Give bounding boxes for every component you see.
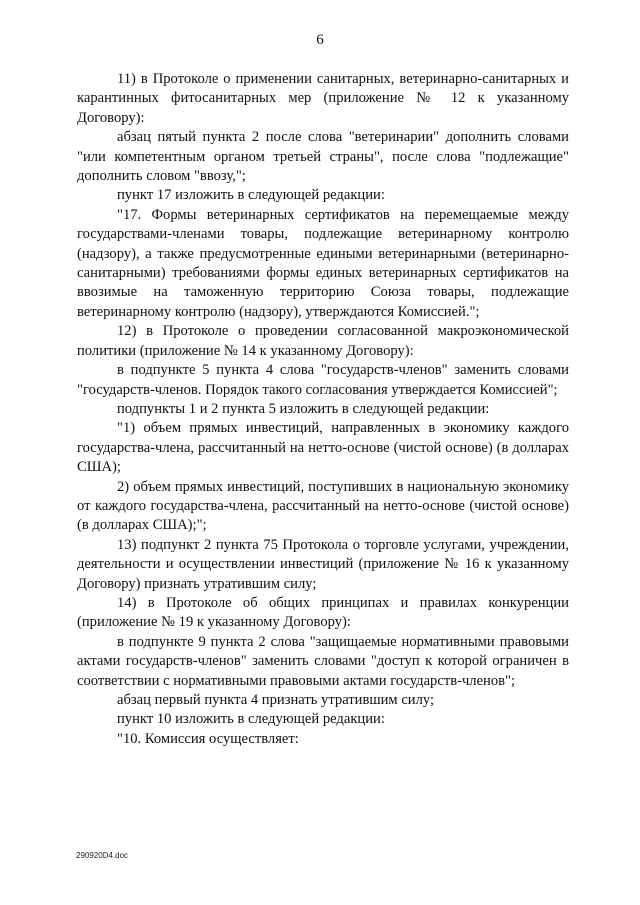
paragraph: пункт 10 изложить в следующей редакции: xyxy=(117,711,385,728)
paragraph: "1) объем прямых инвестиций, направленных в экономику каждого государства-члена, рассчитанный на нетто-основе (чистой основе) (в долларах США); xyxy=(77,420,569,476)
paragraph: 14) в Протоколе об общих принципах и правилах конкуренции (приложение № 19 к указанному Договору): xyxy=(77,594,569,631)
paragraph: пункт 17 изложить в следующей редакции: xyxy=(117,187,385,204)
footer-file-code: 290920D4.doc xyxy=(76,851,129,860)
page-number: 6 xyxy=(316,32,324,48)
paragraph: "10. Комиссия осуществляет: xyxy=(117,730,299,747)
paragraph: в подпункте 5 пункта 4 слова "государств-членов" заменить словами "государств-членов. Порядок такого согласования утверждается Комиссией"; xyxy=(77,362,569,398)
paragraph: 11) в Протоколе о применении санитарных, ветеринарно-санитарных и карантинных фитосанитарных мер (приложение № 12 к указанному Договору): xyxy=(77,71,569,126)
paragraph: абзац пятый пункта 2 после слова "ветеринарии" дополнить словами "или компетентным органом третьей страны", после слова "подлежащие" дополнить словом "ввозу,"; xyxy=(77,129,569,185)
paragraph: 12) в Протоколе о проведении согласованной макроэкономической политики (приложение № 14 к указанному Договору): xyxy=(77,323,569,359)
paragraph: в подпункте 9 пункта 2 слова "защищаемые нормативными правовыми актами государств-членов" заменить словами "доступ к которой ограничен в соответствии с нормативными правовыми актами государств-членов"; xyxy=(77,633,569,689)
paragraph: 13) подпункт 2 пункта 75 Протокола о торговле услугами, учреждении, деятельности и осуществлении инвестиций (приложение № 16 к указанному Договору) признать утратившим силу; xyxy=(77,536,569,592)
paragraph: абзац первый пункта 4 признать утратившим силу; xyxy=(117,692,435,708)
paragraph: 2) объем прямых инвестиций, поступивших в национальную экономику от каждого государства-члена, рассчитанный на нетто-основе (чистой основе) (в долларах США);"; xyxy=(77,478,569,534)
paragraph: подпункты 1 и 2 пункта 5 изложить в следующей редакции: xyxy=(117,400,490,417)
paragraph: "17. Формы ветеринарных сертификатов на перемещаемые между государствами-членами товары, подлежащие ветеринарному контролю (надзору), а также предусмотренные едиными ветеринарными (ветеринарно-санитарными) требованиями формы единых ветеринарных сертификатов на ввозимые на таможенную территорию Союза товары, подлежащие ветеринарному контролю (надзору), утверждаются Комиссией."; xyxy=(77,206,569,320)
document-body xyxy=(77,70,569,749)
